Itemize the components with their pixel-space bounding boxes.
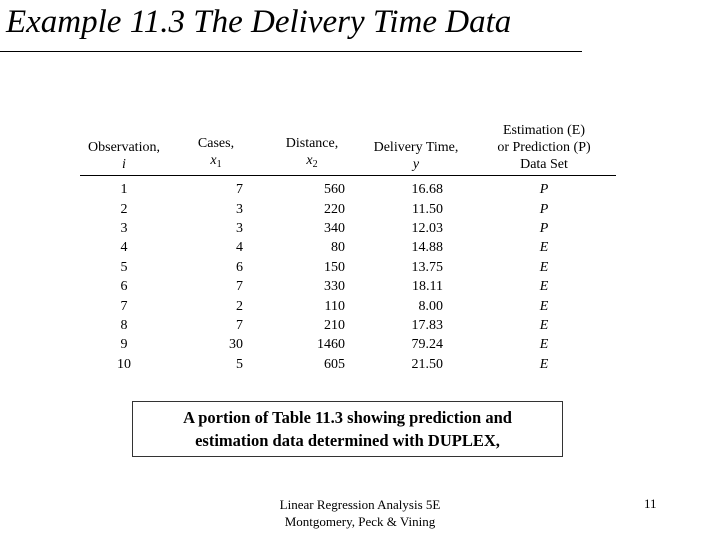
cell-data-set-value: P [539,201,549,217]
cell-data-set-value: E [539,240,549,256]
cell-delivery-time [360,258,472,277]
cell-distance-value: 220 [324,201,345,217]
table-row [80,296,616,315]
cell-delivery-time-value: 11.50 [412,201,443,217]
cell-cases-value: 5 [236,356,243,372]
cell-delivery-time-value: 14.88 [411,240,443,256]
cell-cases-value: 7 [236,279,243,295]
cell-observation [80,219,168,238]
cell-observation-value: 10 [117,356,131,372]
footer-authors: Montgomery, Peck & Vining [284,514,436,529]
slide-title: Example 11.3 The Delivery Time Data [6,4,512,40]
table-row [80,238,616,257]
cell-cases [168,176,264,200]
table-row [80,176,616,200]
cell-delivery-time-value: 18.11 [412,279,443,295]
cell-data-set [472,355,616,374]
cell-cases-value: 4 [236,240,243,256]
cell-delivery-time [360,316,472,335]
cell-observation [80,316,168,335]
cell-observation-value: 7 [120,298,128,314]
cell-distance-value: 210 [324,317,345,333]
header-observation: Observation, i [80,122,168,176]
cell-data-set [472,199,616,218]
cell-data-set [472,219,616,238]
cell-delivery-time [360,355,472,374]
cell-distance-value: 605 [324,356,345,372]
table-row [80,316,616,335]
cell-distance [264,277,360,296]
cell-cases-value: 2 [236,298,243,314]
cell-data-set-value: E [539,298,549,314]
cell-delivery-time [360,296,472,315]
footer-book-title: Linear Regression Analysis 5E [279,497,441,512]
cell-cases-value: 3 [236,220,243,236]
cell-data-set [472,176,616,200]
cell-distance-value: 340 [324,220,345,236]
cell-distance-value: 330 [324,279,345,295]
caption-line-1: A portion of Table 11.3 showing prediction and [183,408,512,427]
table-header-row [80,122,616,176]
cell-data-set [472,316,616,335]
cell-delivery-time-value: 17.83 [411,317,443,333]
cell-distance [264,176,360,200]
cell-data-set [472,238,616,257]
cell-cases [168,199,264,218]
cell-cases [168,335,264,354]
footer-citation [240,496,480,530]
cell-observation-value: 4 [120,240,128,256]
cell-cases-value: 7 [236,317,243,333]
cell-distance-value: 110 [324,298,345,314]
cell-observation-value: 1 [120,182,128,198]
cell-delivery-time-value: 13.75 [411,259,443,275]
cell-distance [264,199,360,218]
cell-observation-value: 9 [120,337,128,353]
cell-distance [264,355,360,374]
cell-distance [264,296,360,315]
cell-delivery-time [360,219,472,238]
cell-cases [168,219,264,238]
cell-data-set [472,335,616,354]
cell-data-set-value: E [539,259,549,275]
cell-observation-value: 6 [120,279,128,295]
cell-observation [80,258,168,277]
table-row [80,219,616,238]
cell-delivery-time [360,277,472,296]
table-row [80,199,616,218]
cell-delivery-time-value: 12.03 [411,220,443,236]
header-cases: Cases, $x_1$ [168,122,264,176]
cell-cases [168,238,264,257]
cell-delivery-time-value: 8.00 [418,298,443,314]
cell-data-set [472,296,616,315]
cell-observation [80,176,168,200]
cell-distance-value: 1460 [317,337,345,353]
cell-delivery-time [360,335,472,354]
cell-cases [168,296,264,315]
cell-observation-value: 3 [120,220,128,236]
header-data-set: Estimation (E) or Prediction (P) Data Set [472,122,616,176]
table-row [80,258,616,277]
cell-observation-value: 5 [120,259,128,275]
table-body [80,176,616,374]
cell-distance [264,335,360,354]
cell-distance [264,238,360,257]
cell-data-set [472,258,616,277]
cell-distance [264,316,360,335]
cell-cases [168,277,264,296]
cell-cases-value: 7 [236,182,243,198]
delivery-time-table [80,122,616,374]
caption-line-2: estimation data determined with DUPLEX, [195,431,500,450]
cell-observation [80,296,168,315]
cell-observation [80,238,168,257]
cell-cases-value: 3 [236,201,243,217]
cell-delivery-time [360,199,472,218]
table-row [80,335,616,354]
header-delivery-time: Delivery Time, y [360,122,472,176]
cell-data-set [472,277,616,296]
cell-delivery-time-value: 79.24 [411,337,443,353]
cell-distance-value: 560 [324,182,345,198]
table-caption-box [132,401,563,457]
cell-delivery-time-value: 16.68 [411,182,443,198]
cell-observation [80,335,168,354]
cell-observation [80,199,168,218]
table-row [80,355,616,374]
cell-data-set-value: E [539,356,549,372]
cell-distance [264,258,360,277]
cell-delivery-time-value: 21.50 [411,356,443,372]
page-number: 11 [644,496,657,511]
cell-observation [80,277,168,296]
cell-observation [80,355,168,374]
cell-data-set-value: E [539,317,549,333]
cell-observation-value: 8 [120,317,128,333]
table-row [80,277,616,296]
cell-cases-value: 6 [236,259,243,275]
cell-distance-value: 80 [331,240,345,256]
header-distance: Distance, $x_2$ [264,122,360,176]
cell-data-set-value: E [539,279,549,295]
cell-cases-value: 30 [229,337,243,353]
cell-cases [168,355,264,374]
cell-data-set-value: P [539,182,549,198]
cell-data-set-value: P [539,220,549,236]
cell-distance-value: 150 [324,259,345,275]
cell-cases [168,258,264,277]
cell-delivery-time [360,176,472,200]
cell-cases [168,316,264,335]
cell-data-set-value: E [539,337,549,353]
cell-distance [264,219,360,238]
title-divider [0,51,582,52]
cell-observation-value: 2 [120,201,128,217]
cell-delivery-time [360,238,472,257]
